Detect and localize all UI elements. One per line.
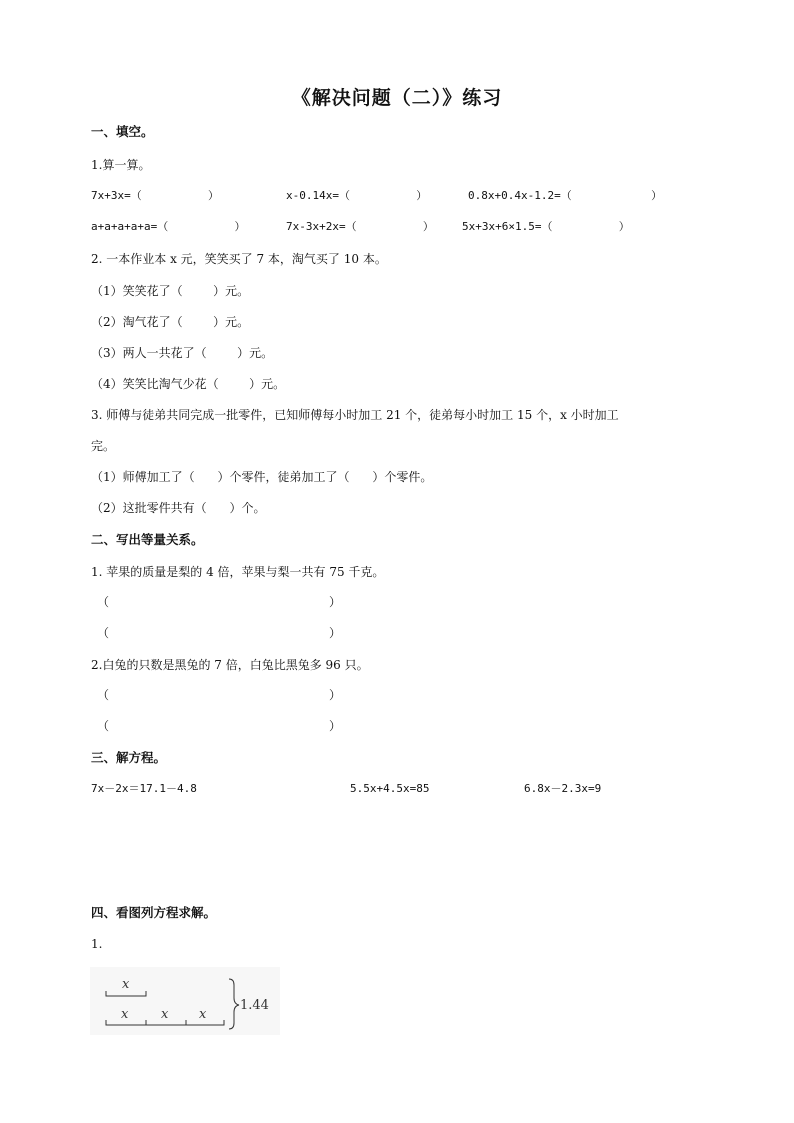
q3-item-1: （1）师傅加工了（ ）个零件，徒弟加工了（ ）个零件。 [91, 470, 433, 484]
q3-item-2: （2）这批零件共有（ ）个。 [91, 501, 266, 515]
calc-2-3: 5x+3x+6×1.5=（ ） [462, 220, 630, 233]
relation-q2-blank2-open: （ [97, 719, 110, 733]
section3-heading: 三、解方程。 [91, 750, 167, 765]
diagram-svg [90, 967, 280, 1035]
q2-stem: 2. 一本作业本 x 元，笑笑买了 7 本，淘气买了 10 本。 [91, 252, 387, 266]
calc-2-2: 7x-3x+2x=（ ） [286, 220, 434, 233]
relation-q2-blank1-close: ） [329, 688, 342, 702]
q2-item-3: （3）两人一共花了（ ）元。 [91, 346, 274, 360]
q2-item-2: （2）淘气花了（ ）元。 [91, 315, 250, 329]
bottom-x-label-3: x [199, 1007, 207, 1022]
equation-1: 7x－2x＝17.1－4.8 [91, 782, 197, 795]
calc-1-3: 0.8x+0.4x-1.2=（ ） [468, 189, 663, 202]
relation-q2: 2.白兔的只数是黑兔的 7 倍，白兔比黑兔多 96 只。 [91, 658, 369, 672]
equation-3: 6.8x－2.3x=9 [524, 782, 602, 795]
calc-1-2: x-0.14x=（ ） [286, 189, 428, 202]
relation-q1-blank2-close: ） [329, 626, 342, 640]
q2-item-4: （4）笑笑比淘气少花（ ）元。 [91, 377, 286, 391]
relation-q2-blank2-close: ） [329, 719, 342, 733]
bottom-x-label-2: x [161, 1007, 169, 1022]
relation-q1-blank1-open: （ [97, 595, 110, 609]
page-title: 《解决问题（二）》练习 [291, 87, 503, 109]
calc-1-1: 7x+3x=（ ） [91, 189, 219, 202]
section2-heading: 二、写出等量关系。 [91, 532, 204, 547]
total-label: 1.44 [240, 998, 269, 1013]
q1-label: 1.算一算。 [91, 158, 151, 172]
line-segment-diagram [90, 967, 280, 1035]
section1-heading: 一、填空。 [91, 124, 154, 139]
q3-stem-line2: 完。 [91, 439, 116, 453]
q3-stem-line1: 3. 师傅与徒弟共同完成一批零件，已知师傅每小时加工 21 个，徒弟每小时加工 15 个，x 小时加工 [91, 408, 619, 422]
relation-q1: 1. 苹果的质量是梨的 4 倍，苹果与梨一共有 75 千克。 [91, 565, 385, 579]
relation-q2-blank1-open: （ [97, 688, 110, 702]
calc-2-1: a+a+a+a+a=（ ） [91, 220, 246, 233]
section4-heading: 四、看图列方程求解。 [91, 905, 217, 920]
bottom-x-label-1: x [121, 1007, 129, 1022]
relation-q1-blank1-close: ） [329, 595, 342, 609]
section4-q1-label: 1. [91, 937, 103, 951]
total-brace [229, 979, 239, 1029]
equation-2: 5.5x+4.5x=85 [350, 782, 430, 795]
q2-item-1: （1）笑笑花了（ ）元。 [91, 284, 250, 298]
relation-q1-blank2-open: （ [97, 626, 110, 640]
top-x-label: x [122, 977, 130, 992]
